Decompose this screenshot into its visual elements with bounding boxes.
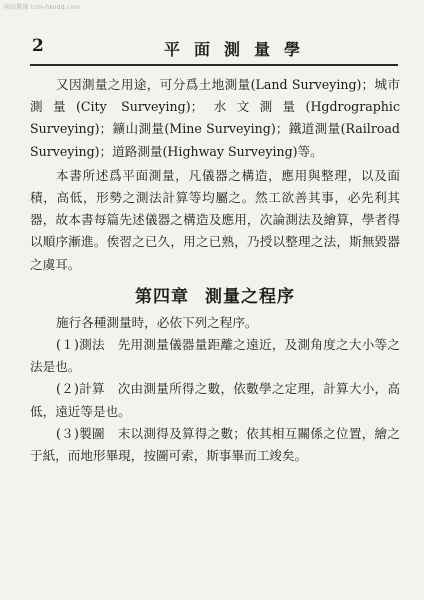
chapter-number: 第四章 [135, 286, 189, 307]
watermark: 國故數據 tcm-hkodd.com [4, 4, 81, 11]
paragraph-book-scope: 本書所述爲平面測量，凡儀器之構造，應用與整理，以及面積，高低，形勢之測法計算等均屬之。然工欲善其事，必先利其器，故本書每篇先述儀器之構造及應用，次論測法及繪算，學者得以順序漸進。俟習之已久，用之已熟，乃授以整理之法，斯無毀器之虞耳。 [30, 167, 400, 272]
chapter-heading [30, 286, 400, 308]
page-header [30, 36, 400, 58]
paragraph-step-compute: (２)計算 次由測量所得之數，依數學之定理，計算大小，高低，遠近等是也。 [30, 381, 400, 419]
header-rule [30, 64, 398, 66]
body-text [30, 74, 400, 467]
paragraph-step-draw: (３)製圖 末以測得及算得之數；依其相互關係之位置，繪之于紙，而地形畢現，按圖可索，斯事畢而工竣矣。 [30, 425, 400, 464]
running-title: 平面測量學 [164, 40, 315, 59]
page-number: 2 [32, 36, 44, 56]
paragraph-procedure-intro: 施行各種測量時，必依下列之程序。 [56, 314, 258, 330]
paragraph-survey-types: 又因測量之用途，可分爲土地測量(Land Surveying)；城市測量(City Surveying)；水文測量(Hgdrographic Surveying)；鑛山測量(Mine Surveying)；鐵道測量(Railroad Surveying)；道路測量(Highway Surveying)等。 [30, 77, 400, 159]
chapter-title: 測量之程序 [205, 286, 295, 307]
paragraph-step-measure: (１)測法 先用測量儀器量距離之遠近，及測角度之大小等之法是也。 [30, 337, 400, 375]
